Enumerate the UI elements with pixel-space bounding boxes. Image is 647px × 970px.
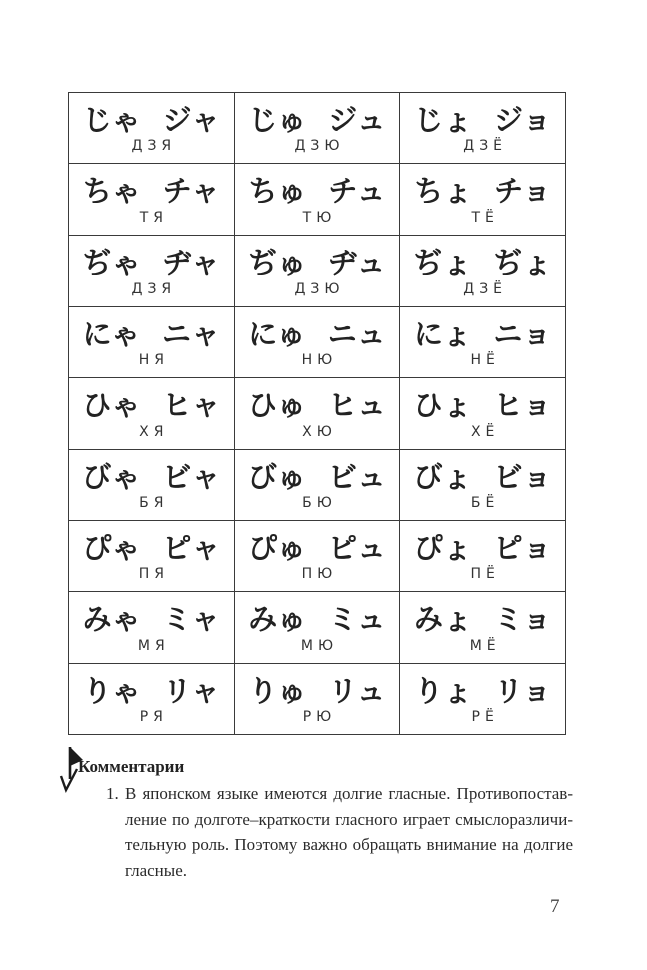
kana-pair: [400, 532, 565, 565]
kana-cell: [234, 378, 400, 449]
kana-cell: [400, 164, 566, 235]
hiragana-text: にゅ: [248, 316, 306, 351]
kana-pair: [69, 175, 234, 208]
hiragana-text: じゅ: [248, 102, 307, 137]
translit-text: НЁ: [470, 352, 500, 369]
translit-text: ХЁ: [470, 423, 500, 440]
katakana-text: チョ: [494, 174, 552, 209]
katakana-text: ジョ: [493, 102, 552, 137]
kana-pair: [235, 461, 400, 494]
kana-cell: [69, 449, 235, 520]
kana-pair: [69, 247, 234, 280]
hiragana-text: ぢゃ: [82, 245, 141, 280]
kana-pair: [400, 104, 565, 137]
hiragana-text: ひゃ: [82, 388, 141, 423]
hiragana-text: びゅ: [247, 459, 306, 494]
kana-cell: [400, 520, 566, 591]
kana-cell: [400, 93, 566, 164]
kana-table-row: [69, 93, 566, 164]
katakana-text: ジュ: [328, 102, 386, 137]
hiragana-text: ぴゃ: [82, 530, 141, 565]
kana-table-row: [69, 663, 566, 734]
translit-text: РЯ: [139, 708, 168, 725]
hiragana-text: りゅ: [248, 673, 307, 708]
kana-pair: [235, 175, 400, 208]
kana-cell: [400, 306, 566, 377]
hiragana-text: じゃ: [82, 102, 141, 137]
kana-cell: [234, 235, 400, 306]
hiragana-text: ひょ: [413, 388, 472, 423]
kana-pair: [69, 532, 234, 565]
kana-cell: [234, 592, 400, 663]
comment-text-line: В японском языке имеются долгие гласные. Противопостав-: [125, 784, 573, 803]
kana-cell: [234, 520, 400, 591]
hiragana-text: にゃ: [82, 316, 141, 351]
katakana-text: チャ: [162, 174, 220, 209]
katakana-text: チュ: [328, 174, 386, 209]
hiragana-text: ちょ: [414, 174, 473, 209]
kana-pair: [69, 461, 234, 494]
translit-text: БЯ: [139, 494, 169, 511]
kana-pair: [69, 603, 234, 636]
translit-text: ТЁ: [471, 209, 499, 226]
translit-text: МЮ: [300, 637, 339, 654]
hiragana-text: ぴょ: [413, 530, 472, 565]
kana-pair: [400, 247, 565, 280]
translit-text: БЮ: [302, 494, 337, 511]
katakana-text: ビョ: [493, 459, 552, 494]
kana-cell: [234, 663, 400, 734]
page-number: 7: [550, 896, 560, 917]
kana-pair: [235, 104, 400, 137]
translit-text: МЯ: [137, 637, 170, 654]
katakana-text: ミョ: [493, 602, 552, 637]
katakana-text: ニョ: [493, 316, 552, 351]
hiragana-text: みゃ: [82, 602, 141, 637]
kana-pair: [235, 247, 400, 280]
katakana-text: ヂャ: [162, 245, 220, 280]
kana-pair: [400, 461, 565, 494]
katakana-text: ピャ: [162, 530, 221, 565]
kana-pair: [69, 675, 234, 708]
hiragana-text: ぢゅ: [248, 245, 307, 280]
katakana-text: ミャ: [162, 602, 221, 637]
kana-cell: [234, 449, 400, 520]
hiragana-text: にょ: [413, 316, 472, 351]
kana-table-row: [69, 378, 566, 449]
kana-cell: [234, 93, 400, 164]
katakana-text: ヂュ: [328, 245, 386, 280]
kana-cell: [69, 235, 235, 306]
katakana-text: ニャ: [162, 316, 221, 351]
kana-pair: [235, 603, 400, 636]
kana-cell: [400, 663, 566, 734]
comment-text-line: ление по долготе–краткости гласного играет смыслоразличи-: [125, 809, 573, 829]
translit-text: ДЗЯ: [131, 280, 177, 297]
kana-cell: [69, 378, 235, 449]
translit-text: ХЯ: [139, 423, 169, 440]
kana-cell: [69, 306, 235, 377]
kana-pair: [400, 175, 565, 208]
hiragana-text: ちゃ: [82, 174, 141, 209]
katakana-text: ビュ: [327, 459, 386, 494]
kana-pair: [69, 389, 234, 422]
kana-cell: [69, 93, 235, 164]
kana-table-row: [69, 449, 566, 520]
kana-table-body: [69, 93, 566, 735]
translit-text: ПЮ: [301, 566, 338, 583]
translit-text: ТЯ: [139, 209, 168, 226]
kana-pair: [400, 318, 565, 351]
translit-text: ДЗЮ: [294, 280, 345, 297]
katakana-text: リャ: [162, 673, 220, 708]
translit-text: ДЗЁ: [463, 280, 508, 297]
kana-cell: [400, 449, 566, 520]
translit-text: ДЗЮ: [294, 138, 345, 155]
translit-text: ПЯ: [138, 566, 169, 583]
comments-title: Комментарии: [78, 757, 185, 776]
kana-table-row: [69, 164, 566, 235]
kana-pair: [235, 389, 400, 422]
katakana-text: ジャ: [162, 102, 221, 137]
kana-pair: [400, 603, 565, 636]
hiragana-text: じょ: [413, 102, 472, 137]
hiragana-text: びゃ: [82, 459, 141, 494]
kana-cell: [69, 663, 235, 734]
kana-pair: [235, 675, 400, 708]
kana-cell: [69, 520, 235, 591]
kana-pair: [400, 389, 565, 422]
hiragana-text: みゅ: [248, 602, 307, 637]
translit-text: ПЁ: [470, 566, 500, 583]
kana-cell: [234, 306, 400, 377]
kana-cell: [234, 164, 400, 235]
kana-pair: [69, 318, 234, 351]
hiragana-text: ちゅ: [248, 174, 307, 209]
kana-cell: [69, 164, 235, 235]
comment-lines: [125, 781, 573, 883]
kana-table-row: [69, 306, 566, 377]
katakana-text: ニュ: [327, 316, 386, 351]
hiragana-text: ぢょ: [413, 245, 472, 280]
comment-text-line: гласные.: [125, 860, 187, 880]
translit-text: ДЗЯ: [131, 138, 177, 155]
translit-text: РЁ: [471, 708, 499, 725]
katakana-text: ヒュ: [327, 388, 386, 423]
kana-pair: [235, 532, 400, 565]
katakana-text: ヒョ: [493, 388, 552, 423]
translit-text: НЯ: [138, 352, 169, 369]
comment-number: 1.: [106, 784, 119, 803]
translit-text: НЮ: [301, 352, 338, 369]
translit-text: РЮ: [302, 708, 337, 725]
katakana-text: ピュ: [327, 530, 386, 565]
katakana-text: ミュ: [328, 602, 386, 637]
kana-cell: [400, 235, 566, 306]
hiragana-text: りょ: [414, 673, 473, 708]
katakana-text: ピョ: [493, 530, 552, 565]
hiragana-text: りゃ: [82, 673, 141, 708]
katakana-text: ヒャ: [162, 388, 221, 423]
comment-item: [78, 781, 578, 883]
hiragana-text: びょ: [413, 459, 472, 494]
katakana-text: リョ: [494, 673, 552, 708]
comments-section: [78, 756, 578, 883]
kana-table: [68, 92, 566, 735]
comment-text-line: тельную роль. Поэтому важно обращать внимание на долгие: [125, 835, 573, 854]
kana-cell: [69, 592, 235, 663]
kana-pair: [235, 318, 400, 351]
translit-text: МЁ: [469, 637, 501, 654]
translit-text: ДЗЁ: [463, 138, 508, 155]
kana-pair: [400, 675, 565, 708]
hiragana-text: ひゅ: [247, 388, 306, 423]
hiragana-text: みょ: [413, 602, 472, 637]
kana-table-row: [69, 235, 566, 306]
translit-text: БЁ: [470, 494, 500, 511]
kana-cell: [400, 592, 566, 663]
kana-table-row: [69, 592, 566, 663]
kana-pair: [69, 104, 234, 137]
katakana-text: リュ: [328, 673, 386, 708]
translit-text: ХЮ: [302, 423, 337, 440]
katakana-text: ぢょ: [493, 245, 552, 280]
kana-table-row: [69, 520, 566, 591]
translit-text: ТЮ: [302, 209, 337, 226]
katakana-text: ビャ: [162, 459, 221, 494]
hiragana-text: ぴゅ: [247, 530, 306, 565]
kana-cell: [400, 378, 566, 449]
